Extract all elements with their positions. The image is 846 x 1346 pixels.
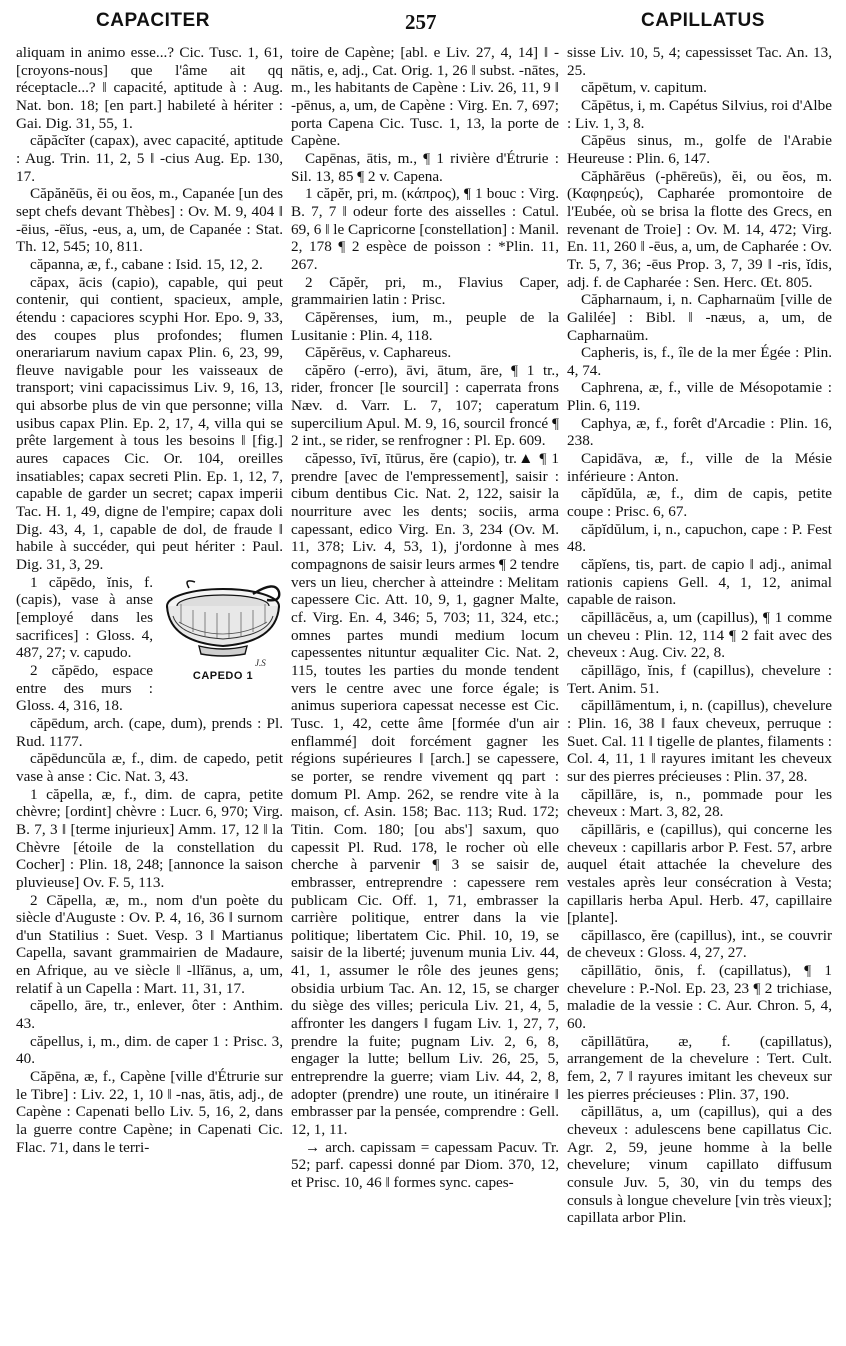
dictionary-entry: căpello, āre, tr., enlever, ôter : Anthim. 43. — [16, 997, 283, 1033]
dictionary-entry: Căpētus, i, m. Capétus Silvius, roi d'Albe : Liv. 1, 3, 8. — [567, 96, 832, 132]
left-guide-word: CAPACITER — [96, 10, 210, 31]
dictionary-entry: → arch. capissam = capessam Pacuv. Tr. 52; parf. capessi donné par Diom. 370, 12, et Prisc. 10, 46 ‖ formes sync. capes- — [291, 1138, 559, 1191]
dictionary-entry: căpellus, i, m., dim. de caper 1 : Prisc. 3, 40. — [16, 1032, 283, 1068]
dictionary-entry: 2 Căpella, æ, m., nom d'un poète du siècle d'Auguste : Ov. P. 4, 16, 36 ‖ surnom d'un Statilius : Suet. Vesp. 3 ‖ Martianus Capella, savant grammairien de Madaure, en Afrique, au ve siècle ‖ -llĭānus, a, um, relatif à un Capella : Mart. 11, 31, 17. — [16, 891, 283, 997]
page-header — [0, 4, 846, 38]
dictionary-entry: Căpănĕūs, ĕi ou ĕos, m., Capanée [un des sept chefs devant Thèbes] : Ov. M. 9, 404 ‖ -ēius, -ēĭus, -eus, a, um, de Capanée : Stat. Th. 12, 545; 10, 811. — [16, 185, 283, 256]
dictionary-entry: căpillātūra, æ, f. (capillatus), arrangement de la chevelure : Tert. Cult. fem, 2, 7 ‖ rayures imitant les cheveux sur les pierres précieuses : Plin. 37, 190. — [567, 1032, 832, 1103]
dictionary-entry: Căpēna, æ, f., Capène [ville d'Étrurie sur le Tibre] : Liv. 22, 1, 10 ‖ -nas, ātis, adj., de Capène : Capenati bello Liv. 5, 16, 2, dans la guerre contre Capène; in Capenati Cic. Flac. 71, dans le terri- — [16, 1068, 283, 1156]
dictionary-entry: aliquam in animo esse...? Cic. Tusc. 1, 61, [croyons-nous] que l'âme ait qq réceptacle...? ‖ capacité, aptitude à : Aug. Nat. bon. 18; [en part.] habileté à hériter : Gai. Dig. 31, 55, 1. — [16, 44, 283, 132]
dictionary-entry: căpētum, v. capitum. — [581, 79, 707, 97]
figure-entry-block — [16, 574, 283, 715]
column-2 — [291, 44, 559, 1340]
dictionary-entry: sisse Liv. 10, 5, 4; capessisset Tac. An. 13, 25. — [567, 44, 832, 79]
dictionary-entry: 1 căpella, æ, f., dim. de capra, petite chèvre; [ordint] chèvre : Lucr. 6, 970; Virg. B. 7, 3 ‖ [terme injurieux] Amm. 17, 12 ‖ la Chèvre [étoile de la constellation du Cocher] : Plin. 18, 248; [annonce la saison pluvieuse] Ov. F. 5, 113. — [16, 785, 283, 891]
dictionary-entry: Căpĕrenses, ium, m., peuple de la Lusitanie : Plin. 4, 118. — [291, 308, 559, 344]
dictionary-entry: Căpēus sinus, m., golfe de l'Arabie Heureuse : Plin. 6, 147. — [567, 132, 832, 167]
dictionary-entry: căpĭdŭla, æ, f., dim de capis, petite coupe : Prisc. 6, 67. — [567, 485, 832, 521]
dictionary-entry: 2 căpēdo, espace entre des murs : Gloss. 4, 316, 18. — [16, 661, 153, 715]
dictionary-entry: 1 căpēdo, ĭnis, f. (capis), vase à anse [employé dans les sacrifices] : Gloss. 4, 487, 27; v. capudo. — [16, 573, 153, 662]
capedo-vase-illustration — [159, 576, 283, 668]
dictionary-entry: Căpharnaum, i, n. Capharnaüm [ville de Galilée] : Bibl. ‖ -næus, a, um, de Capharnaüm. — [567, 291, 832, 344]
dictionary-entry: căpax, ācis (capio), capable, qui peut contenir, qui contient, spacieux, ample, étendu : capaciores scyphi Hor. Epo. 9, 33, des coupes plus profondes; flumen onerariarum navium capax Plin. 6, 23, 99, fleuve navigable pour les vaisseaux de transport; vini capacissimus Liv. 9, 16, 13, qui absorbe plus de vin que personne; villa usibus capax Plin. Ep. 2, 17, 4, villa qui se prête largement à tous les besoins ‖ [fig.] aures capaces Cic. Or. 104, oreilles insatiables; capax secreti Plin. Ep. 1, 12, 7, capable de garder un secret; capax imperii Tac. H. 1, 49, digne de l'empire; capax doli Dig. 43, 4, 1, capable de dol, de fraude ‖ habile à succéder, qui peut hériter : Paul. Dig. 31, 3, 29. — [16, 273, 283, 574]
dictionary-entry: căpillātus, a, um (capillus), qui a des cheveux : adulescens bene capillatus Cic. Agr. 2, 59, jeune homme à la belle chevelure; vinum capillato diffusum consule Juv. 5, 30, vin du temps des consuls à longue chevelure [vin très vieux]; capillata arbor Plin. — [567, 1103, 832, 1227]
dictionary-entry: căpillāre, is, n., pommade pour les cheveux : Mart. 3, 82, 28. — [567, 785, 832, 821]
dictionary-entry: căpillātio, ōnis, f. (capillatus), ¶ 1 chevelure : P.-Nol. Ep. 23, 23 ¶ 2 trichiase, maladie de la vessie : C. Aur. Chron. 5, 4, 60. — [567, 962, 832, 1033]
dictionary-entry: căpĕro (-erro), āvi, ātum, āre, ¶ 1 tr., rider, froncer [le sourcil] : caperrata frons Næv. d. Varr. L. 7, 107; caperatum supercilium Apul. M. 9, 16, sourcil froncé ¶ 2 int., se rider, se renfrogner : Pl. Ep. 609. — [291, 361, 559, 450]
dictionary-entry: căpēduncŭla æ, f., dim. de capedo, petit vase à anse : Cic. Nat. 3, 43. — [16, 750, 283, 785]
column-3 — [567, 44, 832, 1340]
page-number: 257 — [405, 10, 437, 34]
dictionary-entry: Capēnas, ātis, m., ¶ 1 rivière d'Étrurie : Sil. 13, 85 ¶ 2 v. Capena. — [291, 149, 559, 185]
dictionary-entry: Căpĕrēus, v. Caphareus. — [305, 344, 452, 362]
dictionary-entry: 2 Căpĕr, pri, m., Flavius Caper, grammairien latin : Prisc. — [291, 273, 559, 309]
dictionary-entry: căpillasco, ĕre (capillus), int., se couvrir de cheveux : Gloss. 4, 27, 27. — [567, 926, 832, 962]
capedo-figure — [159, 576, 283, 684]
figure-caption: CAPEDO 1 — [192, 669, 254, 682]
dictionary-entry: căpillāgo, ĭnis, f (capillus), chevelure : Tert. Anim. 51. — [567, 661, 832, 697]
dictionary-entry: căpillāmentum, i, n. (capillus), chevelure : Plin. 16, 38 ‖ faux cheveux, perruque : Suet. Cal. 11 ‖ tigelle de plantes, filaments : Col. 4, 11, 1 ‖ rayures imitant les cheveux sur des pierres précieuses : Plin. 37, 28. — [567, 697, 832, 785]
dictionary-entry: căpillāris, e (capillus), qui concerne les cheveux : capillaris arbor P. Fest. 57, arbre auquel était attachée la chevelure des vestales après leur consécration à Vesta; capillaris herba Apul. Herb. 47, capillaire [plante]. — [567, 820, 832, 927]
dictionary-entry: Capheris, is, f., île de la mer Égée : Plin. 4, 74. — [567, 344, 832, 379]
dictionary-entry: căpillācĕus, a, um (capillus), ¶ 1 comme un cheveu : Plin. 12, 114 ¶ 2 fait avec des cheveux : Aug. Civ. 22, 8. — [567, 609, 832, 662]
dictionary-entry: Capidāva, æ, f., ville de la Mésie inférieure : Anton. — [567, 450, 832, 485]
dictionary-entry: căpĭens, tis, part. de capio ‖ adj., animal rationis capiens Gell. 4, 1, 12, animal capable de raison. — [567, 556, 832, 609]
right-guide-word: CAPILLATUS — [641, 10, 765, 31]
dictionary-entry: 1 căpĕr, pri, m. (κάπρος), ¶ 1 bouc : Virg. B. 7, 7 ‖ odeur forte des aisselles : Catul. 69, 6 ‖ le Capricorne [constellation] : Manil. 2, 178 ¶ 2 espèce de poisson : *Plin. 11, 267. — [291, 185, 559, 273]
dictionary-entry: căpĭdŭlum, i, n., capuchon, cape : P. Fest 48. — [567, 520, 832, 556]
dictionary-entry: Caphrena, æ, f., ville de Mésopotamie : Plin. 6, 119. — [567, 379, 832, 415]
dictionary-entry: căpēdum, arch. (cape, dum), prends : Pl. Rud. 1177. — [16, 714, 283, 750]
dictionary-entry: Caphya, æ, f., forêt d'Arcadie : Plin. 16, 238. — [567, 414, 832, 450]
dictionary-entry: Căphărēus (-phēreūs), ĕi, ou ĕos, m. (Καφηρεύς), Capharée promontoire de l'Eubée, où se brisa la flotte des Grecs, en revenant de Troie] : Ov. M. 14, 472; Virg. En. 11, 260 ‖ -ēus, a, um, de Capharée : Ov. Tr. 5, 7, 36; -ēus Prop. 3, 7, 39 ‖ -ris, ĭdis, adj. f. de Capharée : Sen. Herc. Œt. 805. — [567, 167, 832, 291]
dictionary-entry: căpanna, æ, f., cabane : Isid. 15, 12, 2. — [30, 255, 263, 273]
figure-signature: J.S — [255, 657, 266, 668]
dictionary-entry: toire de Capène; [abl. e Liv. 27, 4, 14] ‖ -nātis, e, adj., Cat. Orig. 1, 26 ‖ subst. -nātes, m., les habitants de Capène : Liv. 26, 11, 9 ‖ -pēnus, a, um, de Capène : Virg. En. 7, 697; porta Capena Cic. Tusc. 1, 13, la porte de Capène. — [291, 44, 559, 150]
dictionary-entry: căpăcĭter (capax), avec capacité, aptitude : Aug. Trin. 11, 2, 5 ‖ -cius Aug. Ep. 130, 17. — [16, 132, 283, 185]
column-1 — [16, 44, 283, 1340]
dictionary-entry: căpesso, īvī, ītūrus, ĕre (capio), tr.▲ ¶ 1 prendre [avec de l'empressement], saisir : cibum dentibus Cic. Nat. 2, 122, saisir la nourriture avec les dents; sociis, arma capessant, edico Virg. En. 3, 234 (Ov. M. 11, 378; Liv. 4, 53, 1), j'ordonne à mes compagnons de saisir leurs armes ¶ 2 tendre vers un lieu, chercher à atteindre : Melitam capessere Cic. Att. 10, 9, 1, gagner Malte, cf. Virg. En. 4, 346; 5, 703; 11, 324, etc.; omnes partes mundi medium locum capessentes nituntur æqualiter Cic. Nat. 2, 115, toutes les parties du monde tendent vers le centre avec une force égale; is animus superiora capessat necesse est Cic. Tusc. 1, 42, cette âme [formée d'un air enflammé] doit forcément gagner les régions supérieures ‖ [arch.] se capessere, se porter, se rendre vivement qq part : domum Pl. Amp. 262, se rendre vite à la maison, cf. Asin. 158; Bac. 113; Rud. 172; Titin. Com. 180; [ou abs'] saxum, quo capessit Pl. Rud. 178, le rocher où elle cherche à parvenir ¶ 3 se saisir de, embrasser, entreprendre : capessere rem publicam Cic. Off. 1, 71, embrasser la carrière politique, entrer dans la vie politique; libertatem Cic. Phil. 10, 19, se saisir de la liberté; juvenum munia Liv. 44, 41, 1, assumer le rôle des jeunes gens; obsidia urbium Tac. An. 12, 15, se charger du siège des villes; pericula Liv. 21, 4, 5, affronter les dangers ‖ fugam Liv. 1, 27, 7, prendre la fuite; pugnam Liv. 2, 6, 8, engager la lutte; bellum Liv. 26, 25, 5, entreprendre la guerre; viam Liv. 44, 2, 8, adopter (prendre) une route, un itinéraire ‖ embrasser par la pensée, comprendre : Gell. 12, 1, 11. — [291, 450, 559, 1139]
